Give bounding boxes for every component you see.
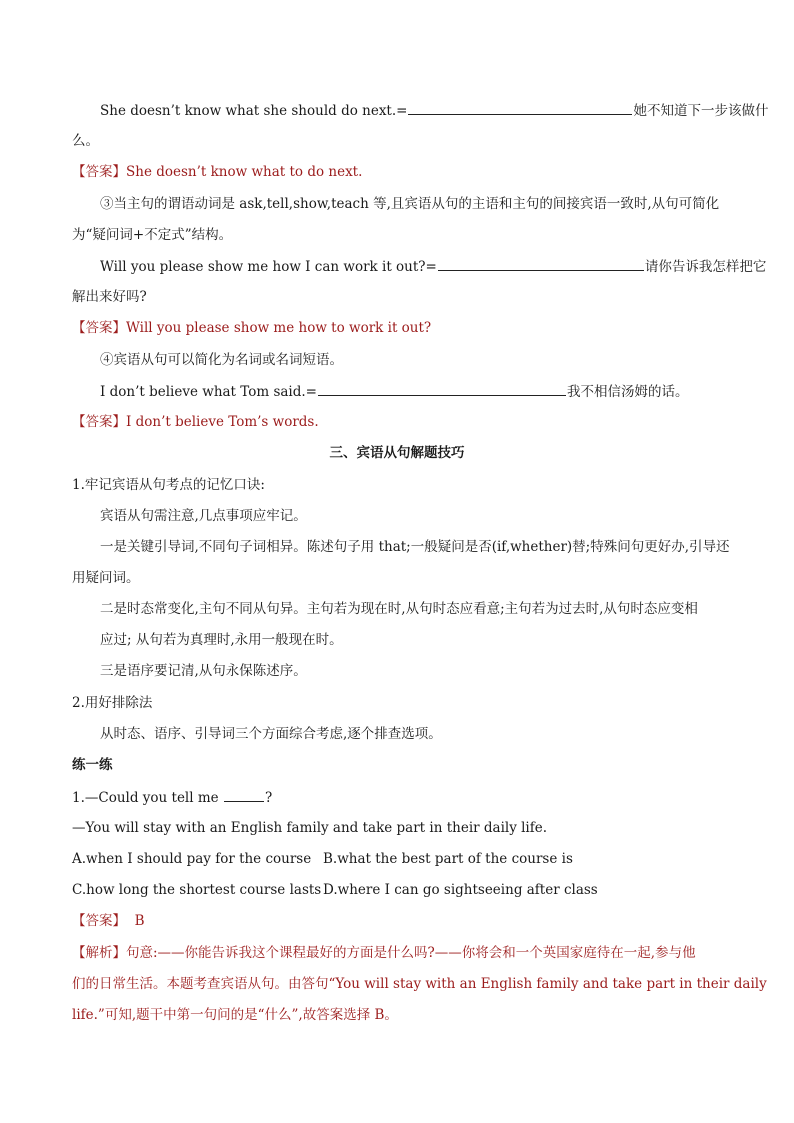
- answer-label: 【答案】: [72, 320, 126, 336]
- answer-label: 【答案】: [72, 913, 126, 929]
- answer-label: 【答案】: [72, 164, 126, 180]
- answer-2: [72, 318, 431, 338]
- tip-1-line-1: 宾语从句需注意,几点事项应牢记。: [100, 508, 307, 524]
- sentence-text: She doesn’t know what she should do next.=: [100, 103, 408, 119]
- sentence-text: I don’t believe what Tom said.=: [100, 384, 317, 400]
- question-mark: ?: [264, 790, 273, 806]
- answer-label: 【答案】: [72, 414, 126, 430]
- example-sentence-2: [100, 256, 766, 277]
- section-heading: 三、宾语从句解题技巧: [329, 445, 465, 461]
- practice-answer: [72, 911, 145, 931]
- sentence-text: Will you please show me how I can work it out?=: [100, 259, 437, 275]
- question-text: 1.—Could you tell me: [72, 790, 223, 806]
- tip-1-line-3a: 二是时态常变化,主句不同从句异。主句若为现在时,从句时态应看意;主句若为过去时,从句时态应变相: [100, 601, 698, 617]
- answer-text: B: [134, 913, 145, 929]
- tip-1-title: 1.牢记宾语从句考点的记忆口诀:: [72, 477, 265, 493]
- translation-text: 她不知道下一步该做什: [633, 103, 769, 119]
- tip-1-line-2a: 一是关键引导词,不同句子词相异。陈述句子用 that;一般疑问是否(if,whether)替;特殊问句更好办,引导还: [100, 539, 730, 555]
- explanation-text: 句意:——你能告诉我这个课程最好的方面是什么吗?——你将会和一个英国家庭待在一起,参与他: [126, 945, 696, 961]
- translation-continued: 解出来好吗?: [72, 289, 147, 305]
- answer-text: I don’t believe Tom’s words.: [126, 414, 319, 430]
- options-row-1: [72, 849, 732, 869]
- option-a: A.when I should pay for the course: [72, 851, 312, 867]
- answer-blank: [438, 256, 644, 271]
- option-b: B.what the best part of the course is: [323, 851, 573, 867]
- explanation-line-1: [72, 943, 696, 963]
- option-d: D.where I can go sightseeing after class: [323, 882, 598, 898]
- explanation-line-3: life.”可知,题干中第一句问的是“什么”,故答案选择 B。: [72, 1007, 398, 1023]
- options-row-2: [72, 880, 732, 900]
- practice-heading: 练一练: [72, 757, 113, 773]
- answer-1: [72, 162, 362, 182]
- tip-2-title: 2.用好排除法: [72, 695, 153, 711]
- question-1: [72, 787, 272, 808]
- tip-2-line-1: 从时态、语序、引导词三个方面综合考虑,逐个排查选项。: [100, 726, 442, 742]
- tip-1-line-3b: 应过; 从句若为真理时,永用一般现在时。: [100, 632, 343, 648]
- rule-3-line-1: ③当主句的谓语动词是 ask,tell,show,teach 等,且宾语从句的主语和主句的间接宾语一致时,从句可简化: [100, 196, 720, 212]
- answer-text: She doesn’t know what to do next.: [126, 164, 363, 180]
- tip-1-line-4: 三是语序要记清,从句永保陈述序。: [100, 663, 307, 679]
- explanation-line-2: 们的日常生活。本题考查宾语从句。由答句“You will stay with an English family and take part in their daily: [72, 976, 767, 992]
- rule-4: ④宾语从句可以简化为名词或名词短语。: [100, 352, 343, 368]
- translation-text: 我不相信汤姆的话。: [567, 384, 689, 400]
- example-sentence-3: [100, 381, 689, 402]
- example-sentence-1: [100, 100, 768, 121]
- explanation-label: 【解析】: [72, 945, 126, 961]
- answer-3: [72, 412, 319, 432]
- answer-blank: [318, 381, 566, 396]
- translation-text: 请你告诉我怎样把它: [644, 259, 767, 275]
- tip-1-line-2b: 用疑问词。: [72, 570, 140, 586]
- answer-blank: [408, 100, 632, 115]
- option-c: C.how long the shortest course lasts: [72, 882, 322, 898]
- answer-blank: [224, 787, 264, 802]
- question-1-reply: —You will stay with an English family and take part in their daily life.: [72, 820, 548, 836]
- rule-3-line-2: 为“疑问词+不定式”结构。: [72, 227, 233, 243]
- answer-text: Will you please show me how to work it out?: [126, 320, 432, 336]
- translation-continued: 么。: [72, 133, 99, 149]
